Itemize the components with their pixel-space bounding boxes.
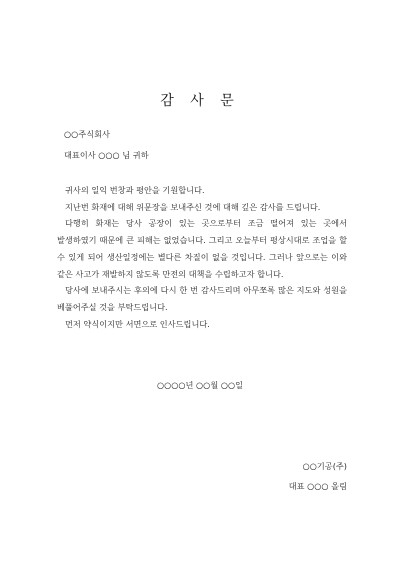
body-paragraph: 귀사의 일익 번창과 평안을 기원합니다.: [65, 185, 205, 195]
body-paragraph: 당사에 보내주시는 후의에 다시 한 번 감사드리며 아무쪼록 많은 지도와 성원을 베풀어주실 것을 부탁드립니다.: [57, 285, 347, 312]
body-paragraph: 먼저 약식이지만 서면으로 인사드립니다.: [65, 318, 210, 329]
body-paragraph: 다행히 화재는 당사 공장이 있는 곳으로부터 조금 떨어져 있는 곳에서 발생하였기 때문에 큰 피해는 없었습니다. 그리고 오늘부터 평상시대로 조업을 할 수 있게 되어 생산일정에는 별다른 차질이 없을 것입니다. 그러나 앞으로는 이와 같은 사고가 재발하지 않도록 만전의 대책을 수립하고자 합니다.: [57, 218, 347, 279]
sender-company: ○○기공(주): [302, 461, 347, 471]
sender-name: 대표 ○○○ 올림: [288, 481, 347, 491]
recipient-person: 대표이사 ○○○ 님 귀하: [64, 150, 149, 160]
recipient-company: ○○주식회사: [64, 129, 110, 139]
letter-title: 감 사 문: [160, 93, 240, 109]
body-paragraph: 지난번 화재에 대해 위문장을 보내주신 것에 대해 깊은 감사를 드립니다.: [65, 201, 321, 212]
letter-date: ○○○○년 ○○월 ○○일: [156, 380, 244, 390]
letter-body: [57, 182, 347, 332]
